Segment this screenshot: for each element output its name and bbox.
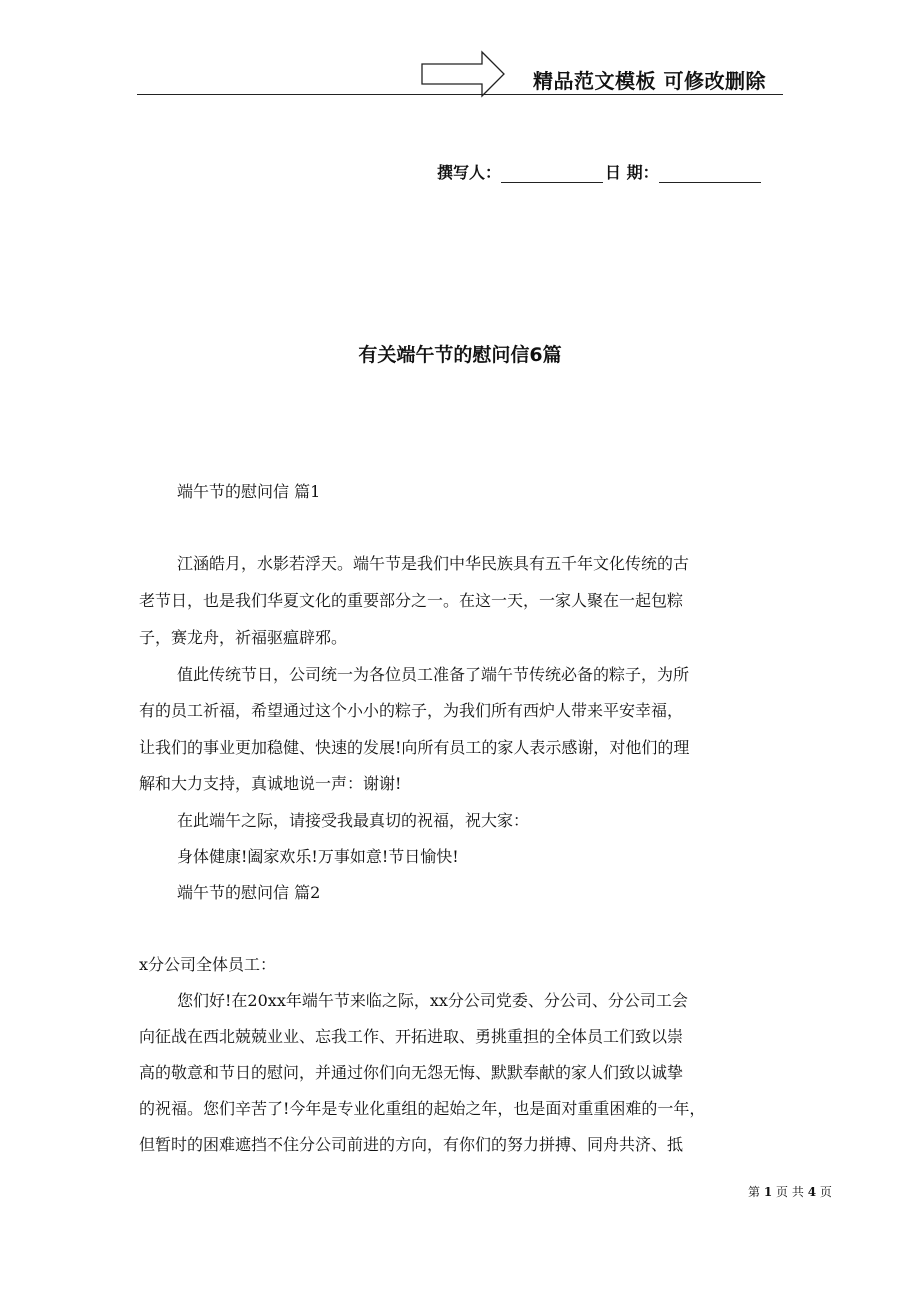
header-divider xyxy=(137,94,783,95)
paragraph-line: 向征战在西北兢兢业业、忘我工作、开拓进取、勇挑重担的全体员工们致以崇 xyxy=(139,1027,684,1046)
paragraph-line: 在此端午之际，请接受我最真切的祝福，祝大家： xyxy=(177,811,530,830)
paragraph-line: 值此传统节日，公司统一为各位员工准备了端午节传统必备的粽子，为所 xyxy=(177,665,690,684)
paragraph-line: 您们好!在20xx年端午节来临之际，xx分公司党委、分公司、分公司工会 xyxy=(177,991,688,1010)
section-heading: 端午节的慰问信 篇2 xyxy=(177,883,321,902)
paragraph-line: 有的员工祈福，希望通过这个小小的粽子，为我们所有西炉人带来平安幸福， xyxy=(139,701,684,720)
author-blank xyxy=(501,164,603,183)
arrow-right-icon xyxy=(420,50,506,98)
date-label: 日 期： xyxy=(605,163,659,182)
salutation-line: x分公司全体员工： xyxy=(139,955,277,974)
footer-middle: 页 共 xyxy=(776,1185,804,1199)
template-banner: 精品范文模板 可修改删除 xyxy=(533,69,766,93)
footer-total-pages: 4 xyxy=(807,1185,817,1199)
paragraph-line: 让我们的事业更加稳健、快速的发展!向所有员工的家人表示感谢，对他们的理 xyxy=(139,738,690,757)
paragraph-line: 子，赛龙舟，祈福驱瘟辟邪。 xyxy=(139,628,348,647)
footer-prefix: 第 xyxy=(748,1185,761,1199)
paragraph-line: 江涵皓月，水影若浮天。端午节是我们中华民族具有五千年文化传统的古 xyxy=(177,554,690,573)
section-heading: 端午节的慰问信 篇1 xyxy=(177,482,321,501)
document-title: 有关端午节的慰问信6篇 xyxy=(358,344,562,366)
paragraph-line: 但暂时的困难遮挡不住分公司前进的方向，有你们的努力拼搏、同舟共济、抵 xyxy=(139,1135,684,1154)
author-date-line xyxy=(437,160,761,183)
paragraph-line: 的祝福。您们辛苦了!今年是专业化重组的起始之年，也是面对重重困难的一年， xyxy=(139,1099,706,1118)
paragraph-line: 解和大力支持，真诚地说一声：谢谢! xyxy=(139,774,402,793)
page-footer xyxy=(748,1183,832,1200)
footer-suffix: 页 xyxy=(819,1185,832,1199)
date-blank xyxy=(659,164,761,183)
author-label: 撰写人： xyxy=(437,163,502,182)
paragraph-line: 老节日，也是我们华夏文化的重要部分之一。在这一天，一家人聚在一起包粽 xyxy=(139,591,684,610)
footer-page-number: 1 xyxy=(763,1185,773,1199)
paragraph-line: 身体健康!阖家欢乐!万事如意!节日愉快! xyxy=(177,847,459,866)
paragraph-line: 高的敬意和节日的慰问，并通过你们向无怨无悔、默默奉献的家人们致以诚挚 xyxy=(139,1063,684,1082)
